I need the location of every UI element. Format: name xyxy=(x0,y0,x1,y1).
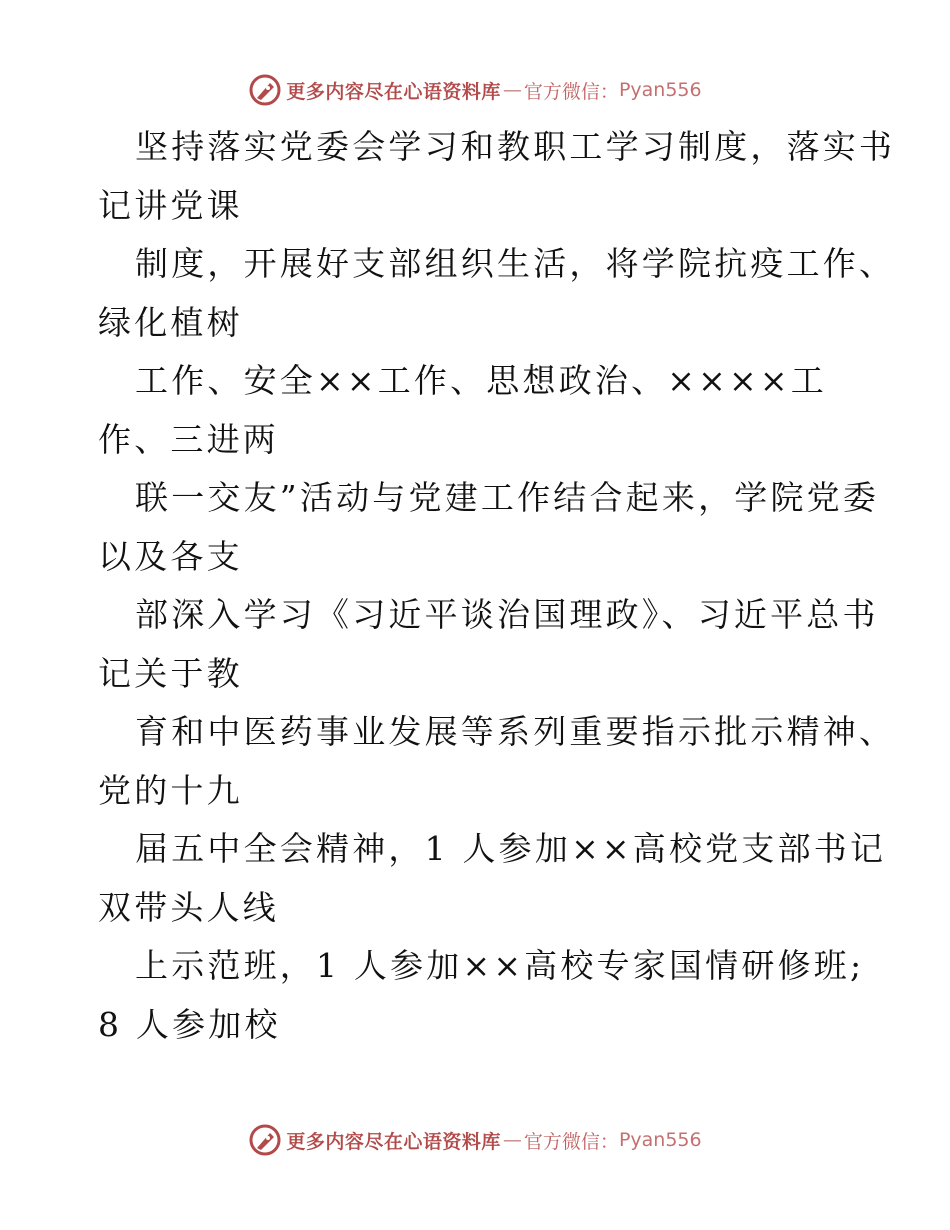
body-line: 部深入学习《习近平谈治国理政》、习近平总书 xyxy=(135,595,879,634)
pen-nib-icon xyxy=(248,1123,282,1157)
watermark-main-text: 更多内容尽在心语资料库 xyxy=(286,80,501,103)
pen-nib-icon xyxy=(248,73,282,107)
body-line: 记关于教 xyxy=(98,653,243,693)
body-line: 双带头人线 xyxy=(98,887,279,927)
watermark-separator: — xyxy=(502,79,522,101)
body-line: 以及各支 xyxy=(98,536,243,576)
body-line: 坚持落实党委会学习和教职工学习制度，落实书 xyxy=(135,127,896,166)
document-body xyxy=(98,118,896,1054)
body-line: 届五中全会精神，1 人参加××高校党支部书记 xyxy=(135,829,887,868)
watermark-separator: — xyxy=(502,1129,522,1151)
watermark-label: 官方微信： xyxy=(523,1130,619,1153)
watermark-id: Pyan556 xyxy=(618,79,702,101)
body-line: 8 人参加校 xyxy=(98,1004,281,1044)
watermark-main-text: 更多内容尽在心语资料库 xyxy=(286,1130,501,1153)
footer-watermark xyxy=(0,1120,950,1160)
body-line: 上示范班，1 人参加××高校专家国情研修班; xyxy=(135,946,865,985)
watermark-id: Pyan556 xyxy=(618,1129,702,1151)
body-line: 育和中医药事业发展等系列重要指示批示精神、 xyxy=(135,712,896,751)
body-line: 制度，开展好支部组织生活，将学院抗疫工作、 xyxy=(135,244,896,283)
body-line: 党的十九 xyxy=(98,770,243,810)
body-line: 记讲党课 xyxy=(98,185,243,225)
body-line: 作、三进两 xyxy=(98,419,279,459)
body-line: 工作、安全××工作、思想政治、××××工 xyxy=(135,361,827,400)
watermark-label: 官方微信： xyxy=(523,80,619,103)
body-line: 联一交友”活动与党建工作结合起来，学院党委 xyxy=(135,478,880,517)
header-watermark xyxy=(0,70,950,110)
body-line: 绿化植树 xyxy=(98,302,243,342)
